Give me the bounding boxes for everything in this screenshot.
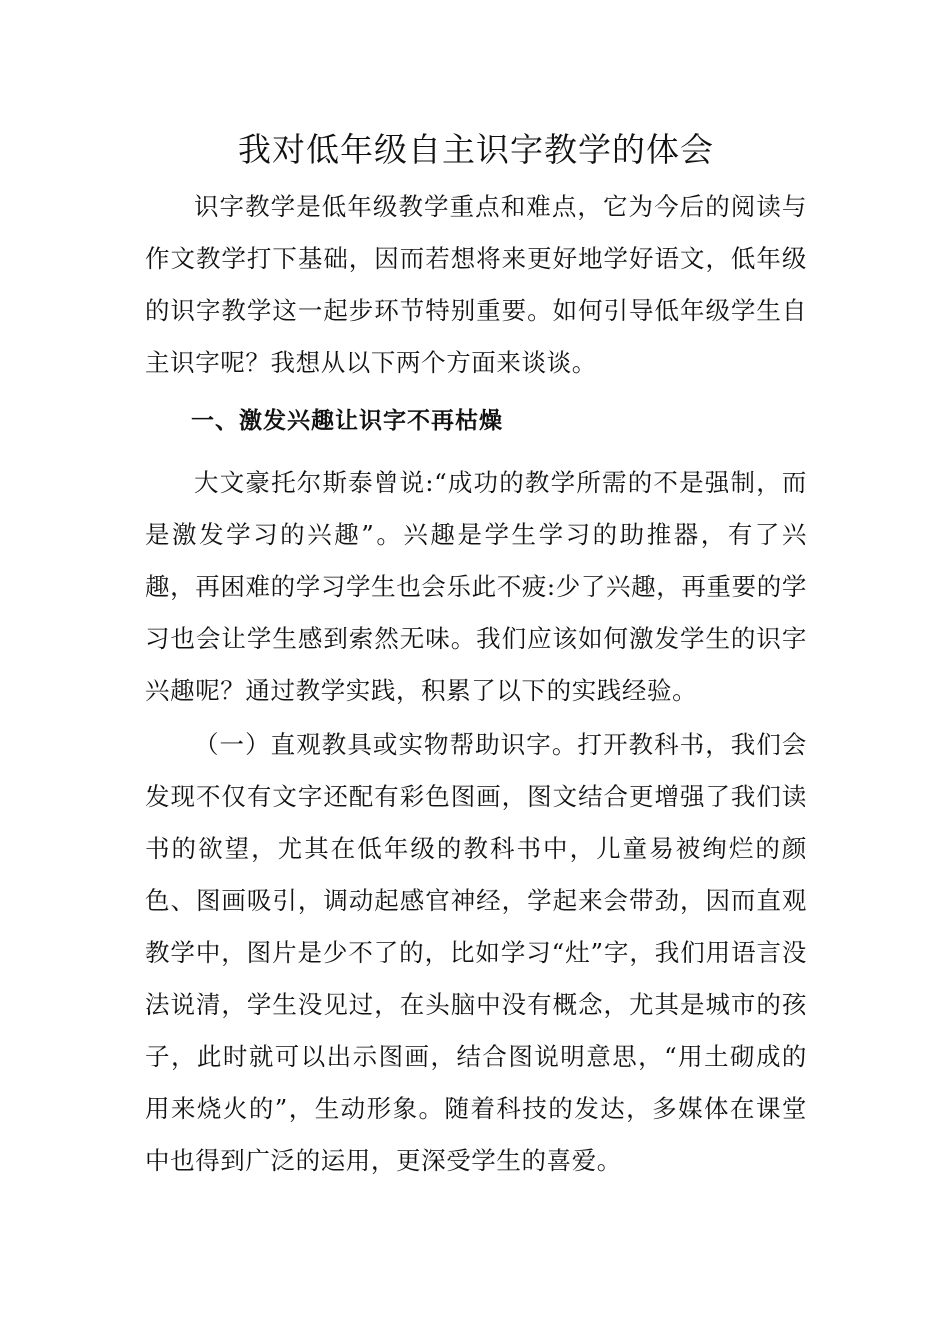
body-paragraph-2: （一）直观教具或实物帮助识字。打开教科书，我们会发现不仅有文字还配有彩色图画，图文结合更增强了我们读书的欲望，尤其在低年级的教科书中，儿童易被绚烂的颜色、图画吸引，调动起感官神经，学起来会带劲，因而直观教学中，图片是少不了的，比如学习“灶”字，我们用语言没法说清，学生没见过，在头脑中没有概念，尤其是城市的孩子，此时就可以出示图画，结合图说明意思，“用土砌成的用来烧火的”，生动形象。随着科技的发达，多媒体在课堂中也得到广泛的运用，更深受学生的喜爱。 <box>145 730 807 1175</box>
document-title: 我对低年级自主识字教学的体会 <box>238 130 714 169</box>
body-paragraph-1: 大文豪托尔斯泰曾说:“成功的教学所需的不是强制，而是激发学习的兴趣”。兴趣是学生学习的助推器，有了兴趣，再困难的学习学生也会乐此不疲:少了兴趣，再重要的学习也会让学生感到索然无味。我们应该如何激发学生的识字兴趣呢？通过教学实践，积累了以下的实践经验。 <box>145 468 807 705</box>
document-page <box>145 120 807 1189</box>
intro-paragraph: 识字教学是低年级教学重点和难点，它为今后的阅读与作文教学打下基础，因而若想将来更好地学好语文，低年级的识字教学这一起步环节特别重要。如何引导低年级学生自主识字呢？我想从以下两个方面来谈谈。 <box>145 192 807 377</box>
section-heading: 一、激发兴趣让识字不再枯燥 <box>191 408 503 434</box>
